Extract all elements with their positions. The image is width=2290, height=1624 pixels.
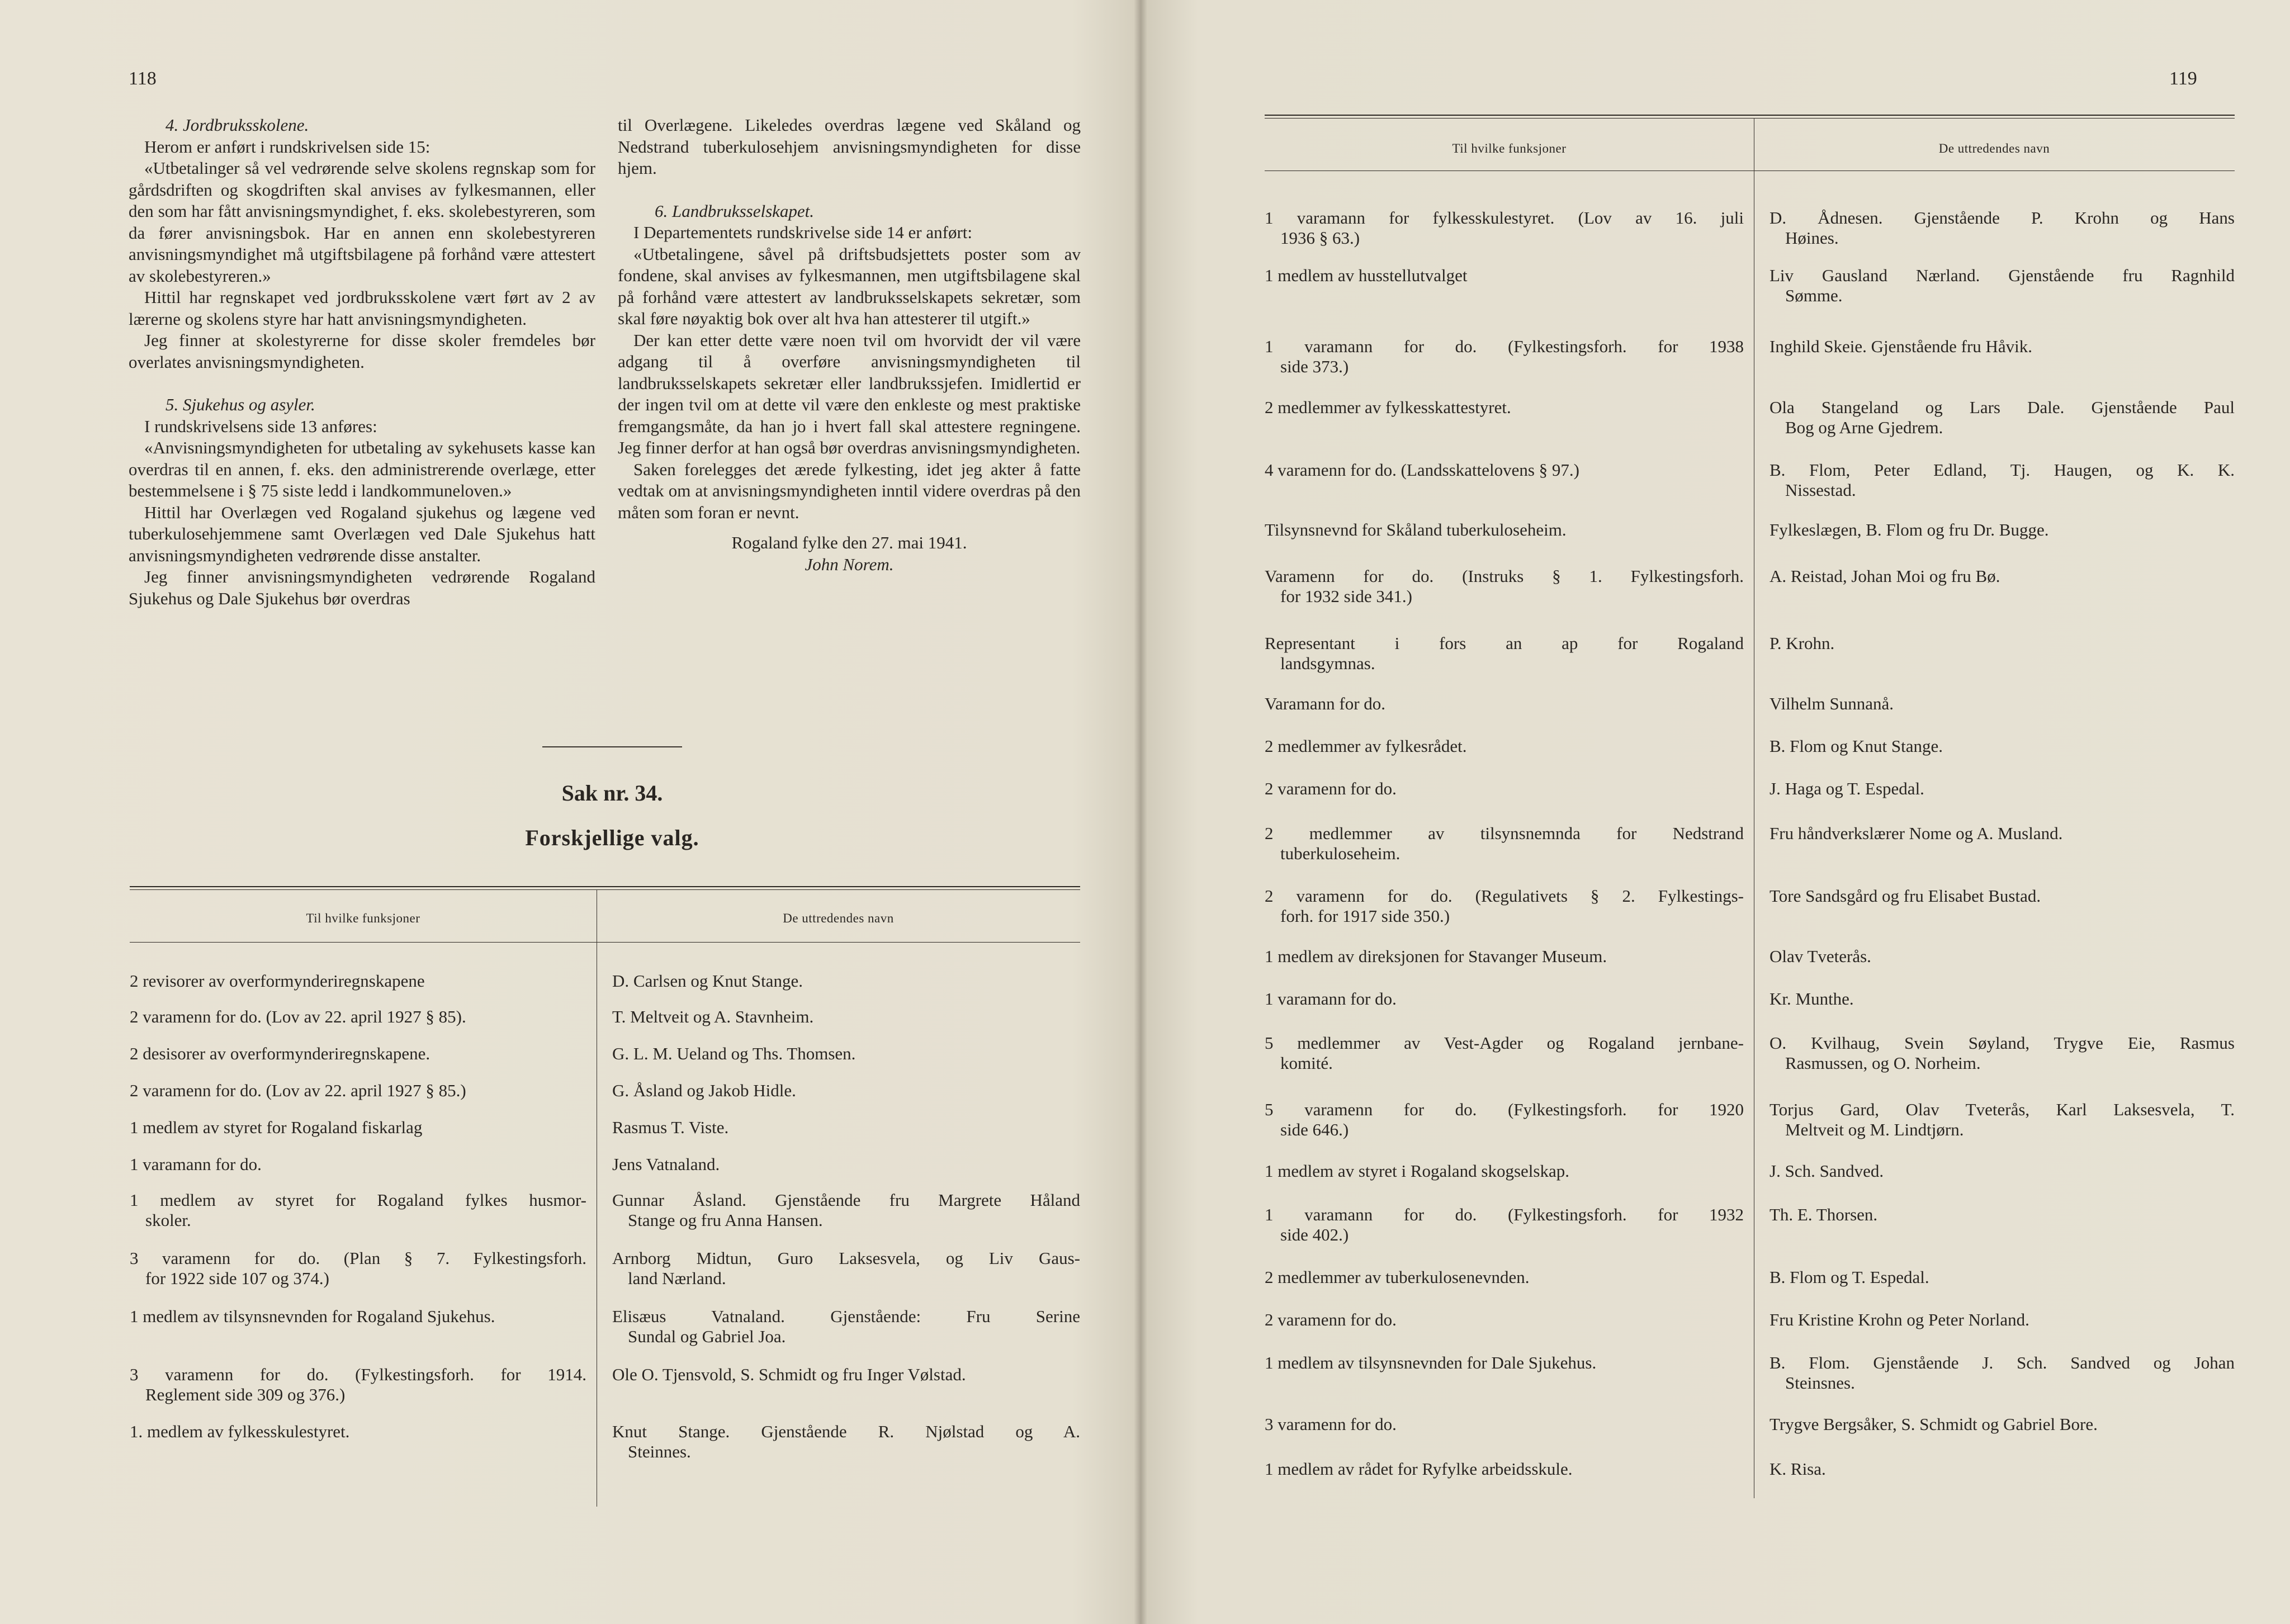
paragraph: «Utbetalingene, såvel på driftsbudsjettets poster som av fondene, skal anvises av fylkesmannen, men utgiftsbilagene skal på forhånd være attestert av landbruksselskapets sekretær, som skal føre nøyaktig bok over alt hva han attesterer til utgift.» [618, 244, 1081, 328]
function-line: side 373.) [1280, 357, 1349, 376]
table-row-names [1769, 823, 2235, 844]
names-line: Høines. [1785, 228, 1839, 248]
table-row-function [1265, 520, 1744, 540]
table-row-function [1265, 266, 1744, 286]
table-row-names [612, 1044, 1080, 1064]
function-line: 1 medlem av rådet for Ryfylke arbeidsskule. [1265, 1459, 1573, 1479]
function-line: 1 varamann for fylkesskulestyret. (Lov av 16. juli [1265, 208, 1744, 228]
function-line: 2 varamenn for do. (Regulativets § 2. Fylkestings- [1265, 886, 1744, 906]
table-row-function [1265, 460, 1744, 480]
paragraph: Der kan etter dette være noen tvil om hvorvidt der vil være adgang til å overføre anvisningsmyndigheten til landbruksselskapets sekretær eller landbrukssjefen. Imidlertid er der ingen tvil om at dette vil være den enkleste og mest praktiske fremgangsmåte, da han jo i hvert fall skal attestere regningene. Jeg finner derfor at han også bør overdras anvisningsmyndigheten. [618, 330, 1081, 457]
function-line: 1936 § 63.) [1280, 228, 1360, 248]
table-row-function [130, 1422, 586, 1442]
right-page [1141, 0, 2290, 1624]
elections-table [130, 886, 1080, 1507]
table-row-names [612, 1365, 1080, 1385]
section-divider [542, 746, 682, 747]
names-line: Rasmus T. Viste. [612, 1118, 729, 1137]
table-row-function [1265, 736, 1744, 756]
function-line: for 1922 side 107 og 374.) [145, 1268, 329, 1288]
table-row-function [130, 1365, 586, 1405]
table-row-function [1265, 1033, 1744, 1073]
function-line: 2 varamenn for do. (Lov av 22. april 1927 § 85.) [130, 1081, 466, 1100]
names-line: B. Flom. Gjenstående J. Sch. Sandved og Johan [1769, 1353, 2235, 1372]
names-line: B. Flom, Peter Edland, Tj. Haugen, og K. K. [1769, 460, 2235, 480]
table-row-names [1769, 1033, 2235, 1073]
function-line: 2 revisorer av overformynderiregnskapene [130, 971, 425, 991]
function-line: 1. medlem av fylkesskulestyret. [130, 1422, 350, 1441]
section-heading: 4. Jordbruksskolene. [165, 115, 309, 135]
function-line: Reglement side 309 og 376.) [145, 1385, 346, 1404]
function-line: 1 medlem av styret i Rogaland skogselskap. [1265, 1161, 1569, 1181]
table-row-names [1769, 266, 2235, 306]
names-line: Stange og fru Anna Hansen. [628, 1210, 823, 1230]
function-line: forh. for 1917 side 350.) [1280, 906, 1450, 926]
names-line: Jens Vatnaland. [612, 1154, 720, 1174]
table-row-function [1265, 886, 1744, 926]
names-line: Kr. Munthe. [1769, 989, 1854, 1009]
function-line: 1 varamann for do. (Fylkestingsforh. for 1938 [1265, 337, 1744, 356]
elections-table-continued [1265, 115, 2235, 1498]
names-line: J. Sch. Sandved. [1769, 1161, 1884, 1181]
table-row-function [130, 1154, 586, 1175]
table-row-names [1769, 1267, 2235, 1287]
table-row-names [1769, 566, 2235, 586]
function-line: 4 varamenn for do. (Landsskattelovens § 97.) [1265, 460, 1580, 480]
function-line: 1 medlem av husstellutvalget [1265, 266, 1468, 285]
table-row-function [1265, 1205, 1744, 1245]
paragraph: I Departementets rundskrivelse side 14 er anført: [633, 222, 973, 242]
names-line: Rasmussen, og O. Norheim. [1785, 1053, 1981, 1073]
table-row-function [1265, 337, 1744, 377]
names-line: D. Ådnesen. Gjenstående P. Krohn og Hans [1769, 208, 2235, 228]
names-line: G. L. M. Ueland og Ths. Thomsen. [612, 1044, 856, 1063]
names-line: G. Åsland og Jakob Hidle. [612, 1081, 796, 1100]
table-row-function [1265, 779, 1744, 799]
paragraph: til Overlægene. Likeledes overdras lægene ved Skåland og Nedstrand tuberkulosehjem anvisningsmyndigheten for disse hjem. [618, 115, 1081, 178]
page-number: 119 [2169, 68, 2197, 89]
case-title: Sak nr. 34. [561, 780, 663, 806]
header-functions: Til hvilke funksjoner [306, 911, 420, 925]
function-line: 1 varamann for do. (Fylkestingsforh. for 1932 [1265, 1205, 1744, 1224]
table-row-function [130, 971, 586, 991]
table-row-function [130, 1081, 586, 1101]
table-row-function [1265, 633, 1744, 674]
table-row-names [1769, 208, 2235, 248]
function-line: komité. [1280, 1053, 1333, 1073]
header-names: De uttredendes navn [1938, 141, 2050, 155]
names-line: Gunnar Åsland. Gjenstående fru Margrete Håland [612, 1190, 1080, 1210]
table-row-names [1769, 694, 2235, 714]
names-line: Bog og Arne Gjedrem. [1785, 418, 1943, 437]
table-row-function [130, 1190, 586, 1230]
names-line: Olav Tveterås. [1769, 946, 1871, 966]
table-row-names [612, 1248, 1080, 1289]
table-row-names [612, 1306, 1080, 1347]
table-row-function [1265, 1414, 1744, 1434]
function-line: 1 medlem av tilsynsnevnden for Dale Sjukehus. [1265, 1353, 1597, 1372]
names-line: land Nærland. [628, 1268, 726, 1288]
table-row-function [1265, 694, 1744, 714]
function-line: 2 varamenn for do. [1265, 779, 1397, 798]
table-row-names [1769, 520, 2235, 540]
table-top-rule [130, 886, 1080, 887]
table-row-function [1265, 1310, 1744, 1330]
table-row-names [1769, 1205, 2235, 1225]
names-line: Fru Kristine Krohn og Peter Norland. [1769, 1310, 2029, 1329]
header-functions: Til hvilke funksjoner [1452, 141, 1567, 155]
function-line: 2 medlemmer av tilsynsnemnda for Nedstrand [1265, 823, 1744, 843]
function-line: side 646.) [1280, 1120, 1349, 1139]
names-line: J. Haga og T. Espedal. [1769, 779, 1924, 798]
book-gutter [1134, 0, 1147, 1624]
function-line: 1 medlem av styret for Rogaland fylkes husmor- [130, 1190, 586, 1210]
table-row-names [612, 1007, 1080, 1027]
table-row-function [1265, 566, 1744, 607]
table-row-names [1769, 1414, 2235, 1434]
function-line: 1 medlem av tilsynsnevnden for Rogaland Sjukehus. [130, 1306, 495, 1326]
table-row-function [130, 1044, 586, 1064]
function-line: 2 medlemmer av tuberkulosenevnden. [1265, 1267, 1530, 1287]
paragraph: «Utbetalinger så vel vedrørende selve skolens regnskap som for gårdsdriften og skogdriften skal anvises av fylkesmannen, eller den som har fått anvisningsmyndighet, f. eks. skolebestyreren, som da fører anvisningsbok. Har en annen enn skolebestyreren anvisningsmyndighet må utgiftsbilagene på forhånd være attestert av skolebestyreren.» [129, 158, 595, 286]
table-row-names [1769, 397, 2235, 438]
function-line: Varamann for do. [1265, 694, 1386, 713]
names-line: Sundal og Gabriel Joa. [628, 1327, 786, 1346]
table-row-names [612, 1422, 1080, 1462]
names-line: T. Meltveit og A. Stavnheim. [612, 1007, 814, 1026]
table-row-function [1265, 989, 1744, 1009]
table-row-names [1769, 1100, 2235, 1140]
date-line: Rogaland fylke den 27. mai 1941. [731, 533, 967, 552]
names-line: Th. E. Thorsen. [1769, 1205, 1878, 1224]
names-line: Sømme. [1785, 286, 1843, 305]
names-line: Tore Sandsgård og fru Elisabet Bustad. [1769, 886, 2041, 906]
function-line: 2 varamenn for do. (Lov av 22. april 1927 § 85). [130, 1007, 466, 1026]
names-line: Fylkeslægen, B. Flom og fru Dr. Bugge. [1769, 520, 2049, 539]
names-line: Inghild Skeie. Gjenstående fru Håvik. [1769, 337, 2033, 356]
names-line: Meltveit og M. Lindtjørn. [1785, 1120, 1964, 1139]
names-line: Steinnes. [628, 1442, 691, 1461]
table-row-function [130, 1248, 586, 1289]
names-line: Torjus Gard, Olav Tveterås, Karl Laksesvela, T. [1769, 1100, 2235, 1119]
table-row-names [1769, 1459, 2235, 1479]
text-column-1 [129, 115, 595, 609]
table-row-names [612, 971, 1080, 991]
table-row-function [1265, 1353, 1744, 1373]
paragraph: «Anvisningsmyndigheten for utbetaling av sykehusets kasse kan overdras til en annen, f. eks. den administrerende overlæge, etter bestemmelsene i § 75 siste ledd i landkommuneloven.» [129, 438, 595, 500]
table-row-names [1769, 1310, 2235, 1330]
header-rule [130, 942, 1080, 943]
table-row-names [612, 1154, 1080, 1175]
table-row-function [1265, 946, 1744, 967]
section-heading: 5. Sjukehus og asyler. [165, 395, 315, 414]
section-heading: 6. Landbruksselskapet. [655, 201, 815, 221]
function-line: Tilsynsnevnd for Skåland tuberkuloseheim. [1265, 520, 1567, 539]
function-line: Varamenn for do. (Instruks § 1. Fylkestingsforh. [1265, 566, 1744, 586]
function-line: 5 varamenn for do. (Fylkestingsforh. for 1920 [1265, 1100, 1744, 1119]
function-line: 3 varamenn for do. (Plan § 7. Fylkestingsforh. [130, 1248, 586, 1268]
names-line: Arnborg Midtun, Guro Laksesvela, og Liv Gaus- [612, 1248, 1080, 1268]
table-row-names [612, 1081, 1080, 1101]
signature: John Norem. [805, 554, 894, 574]
paragraph: Jeg finner at skolestyrerne for disse skoler fremdeles bør overlates anvisningsmyndigheten. [129, 330, 595, 372]
names-line: Vilhelm Sunnanå. [1769, 694, 1894, 713]
page-number: 118 [129, 68, 157, 89]
table-row-names [1769, 736, 2235, 756]
function-line: 1 varamann for do. [1265, 989, 1397, 1009]
names-line: B. Flom og T. Espedal. [1769, 1267, 1929, 1287]
function-line: 2 medlemmer av fylkesskattestyret. [1265, 397, 1511, 417]
table-row-names [612, 1118, 1080, 1138]
table-row-names [1769, 1353, 2235, 1393]
function-line: landsgymnas. [1280, 654, 1375, 673]
table-row-function [1265, 823, 1744, 864]
names-line: P. Krohn. [1769, 633, 1835, 653]
names-line: Elisæus Vatnaland. Gjenstående: Fru Serine [612, 1306, 1080, 1326]
names-line: K. Risa. [1769, 1459, 1826, 1479]
table-row-names [1769, 337, 2235, 357]
function-line: 2 desisorer av overformynderiregnskapene. [130, 1044, 430, 1063]
table-row-function [1265, 1267, 1744, 1287]
table-row-function [1265, 1100, 1744, 1140]
table-row-function [130, 1007, 586, 1027]
names-line: Fru håndverkslærer Nome og A. Musland. [1769, 823, 2063, 843]
table-row-names [1769, 779, 2235, 799]
paragraph: Hittil har regnskapet ved jordbruksskolene vært ført av 2 av lærerne og skolens styre har hatt anvisningsmyndigheten. [129, 287, 595, 329]
left-page [0, 0, 1141, 1624]
function-line: side 402.) [1280, 1225, 1349, 1244]
function-line: for 1932 side 341.) [1280, 586, 1412, 606]
header-names: De uttredendes navn [783, 911, 894, 925]
table-top-rule [1265, 115, 2235, 116]
function-line: 2 medlemmer av fylkesrådet. [1265, 736, 1467, 756]
names-line: B. Flom og Knut Stange. [1769, 736, 1943, 756]
function-line: Representant i fors an ap for Rogaland [1265, 633, 1744, 653]
names-line: Ole O. Tjensvold, S. Schmidt og fru Inger Vølstad. [612, 1365, 966, 1384]
table-top-rule-inner [130, 889, 1080, 890]
case-subtitle: Forskjellige valg. [525, 825, 699, 850]
table-top-rule-inner [1265, 118, 2235, 119]
table-row-function [1265, 1459, 1744, 1479]
names-line: Ola Stangeland og Lars Dale. Gjenstående Paul [1769, 397, 2235, 417]
function-line: 3 varamenn for do. (Fylkestingsforh. for 1914. [130, 1365, 586, 1384]
paragraph: Hittil har Overlægen ved Rogaland sjukehus og lægene ved tuberkulosehjemmene samt Overlægen ved Dale Sjukehus hatt anvisningsmyndigheten vedrørende disse anstalter. [129, 502, 595, 565]
names-line: Trygve Bergsåker, S. Schmidt og Gabriel Bore. [1769, 1414, 2098, 1434]
function-line: 1 varamann for do. [130, 1154, 262, 1174]
table-row-function [1265, 1161, 1744, 1181]
function-line: 3 varamenn for do. [1265, 1414, 1397, 1434]
table-row-function [130, 1118, 586, 1138]
names-line: O. Kvilhaug, Svein Søyland, Trygve Eie, Rasmus [1769, 1033, 2235, 1053]
function-line: 1 medlem av styret for Rogaland fiskarlag [130, 1118, 423, 1137]
table-row-function [130, 1306, 586, 1327]
names-line: Liv Gausland Nærland. Gjenstående fru Ragnhild [1769, 266, 2235, 285]
text-column-2 [618, 115, 1081, 575]
function-line: 1 medlem av direksjonen for Stavanger Museum. [1265, 946, 1607, 966]
table-row-names [1769, 1161, 2235, 1181]
table-row-names [1769, 886, 2235, 906]
names-line: A. Reistad, Johan Moi og fru Bø. [1769, 566, 2000, 586]
function-line: 2 varamenn for do. [1265, 1310, 1397, 1329]
function-line: 5 medlemmer av Vest-Agder og Rogaland jernbane- [1265, 1033, 1744, 1053]
names-line: Nissestad. [1785, 480, 1856, 500]
table-row-function [1265, 397, 1744, 418]
table-row-names [1769, 633, 2235, 654]
table-row-names [612, 1190, 1080, 1230]
table-row-names [1769, 460, 2235, 500]
names-line: Steinsnes. [1785, 1373, 1855, 1393]
function-line: tuberkuloseheim. [1280, 844, 1401, 863]
table-row-function [1265, 208, 1744, 248]
table-row-names [1769, 989, 2235, 1009]
paragraph: I rundskrivelsens side 13 anføres: [144, 416, 377, 436]
paragraph: Herom er anført i rundskrivelsen side 15: [144, 136, 430, 157]
paragraph: Saken forelegges det ærede fylkesting, idet jeg akter å fatte vedtak om at anvisningsmyndigheten inntil videre overdras på den måten som foran er nevnt. [618, 459, 1081, 522]
table-row-names [1769, 946, 2235, 967]
names-line: D. Carlsen og Knut Stange. [612, 971, 803, 991]
names-line: Knut Stange. Gjenstående R. Njølstad og A. [612, 1422, 1080, 1441]
function-line: skoler. [145, 1210, 191, 1230]
paragraph: Jeg finner anvisningsmyndigheten vedrørende Rogaland Sjukehus og Dale Sjukehus bør overdras [129, 567, 595, 608]
